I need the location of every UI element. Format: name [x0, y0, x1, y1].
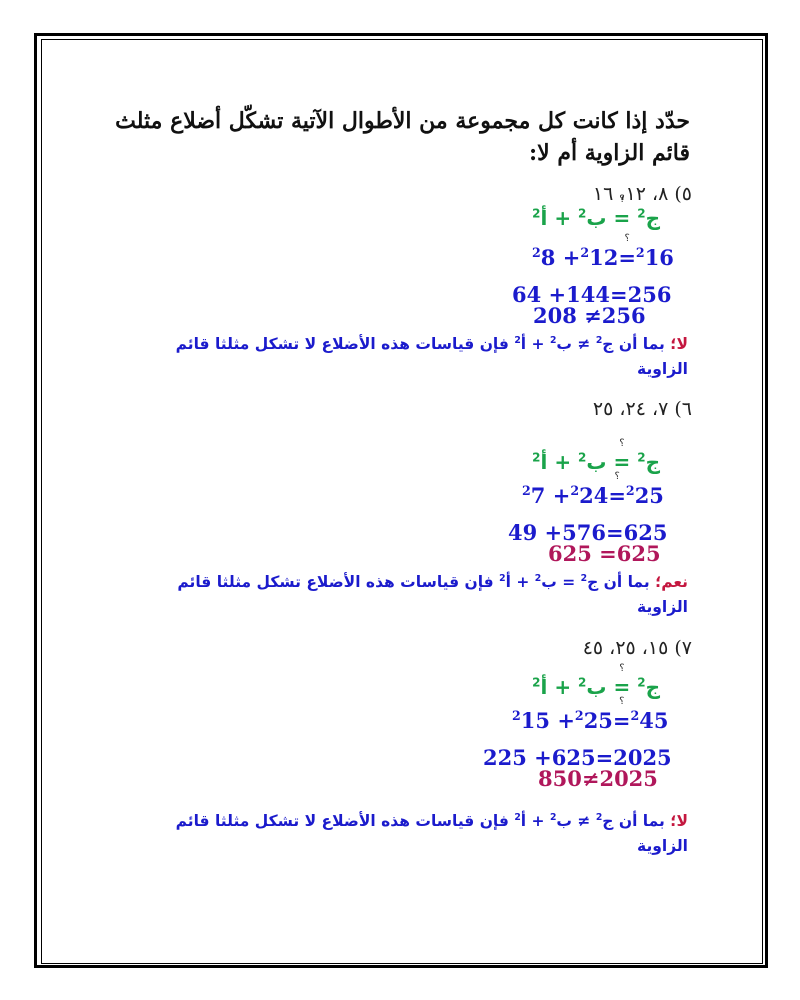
- term-c: 16: [644, 245, 674, 270]
- formula-a: أ: [540, 675, 548, 699]
- exponent: 2: [532, 245, 541, 260]
- result-right: 2025: [599, 766, 658, 791]
- term-c: 45: [639, 708, 669, 733]
- conclusion-text-4: فإن قياسات هذه الأضلاع لا تشكل مثلثا قائم: [175, 335, 509, 354]
- equals-sign: =: [599, 541, 617, 566]
- exponent: 2: [578, 450, 587, 465]
- result-left: 850: [538, 766, 582, 791]
- item-6-conclusion-line2: الزاوية: [637, 598, 688, 616]
- formula-equals: = ؟: [613, 206, 630, 230]
- question-heading-line1: حدّد إذا كانت كل مجموعة من الأطوال الآتية تشكّل أضلاع مثلث: [115, 108, 690, 134]
- item-7-formula: [532, 675, 660, 699]
- exponent: 2: [578, 206, 587, 221]
- exponent: 2: [570, 483, 580, 498]
- item-5-label: ٥) ٨، ١٢، ١٦: [592, 183, 692, 205]
- formula-plus: +: [554, 206, 572, 230]
- conclusion-lead: لا؛: [670, 812, 688, 831]
- exponent: 2: [637, 206, 646, 221]
- conclusion-text-4: فإن قياسات هذه الأضلاع تشكل مثلثا قائم: [177, 573, 494, 592]
- conclusion-text-1: بما أن ج: [587, 573, 650, 592]
- conclusion-lead: نعم؛: [655, 573, 688, 592]
- conclusion-relation: =: [562, 573, 576, 592]
- formula-equals: = ؟: [613, 675, 630, 699]
- exponent: 2: [578, 675, 587, 690]
- item-5-conclusion: [176, 335, 688, 353]
- item-7-conclusion: [176, 812, 688, 830]
- item-7-result: [538, 766, 658, 791]
- exponent: 2: [637, 450, 646, 465]
- question-heading-line2: قائم الزاوية أم لا:: [529, 140, 690, 166]
- value-c-squared: 256: [627, 282, 672, 307]
- conclusion-text-1: بما أن ج: [602, 335, 665, 354]
- formula-equals: = ؟: [613, 450, 630, 474]
- item-5-result: [533, 303, 646, 328]
- exponent: 2: [635, 245, 645, 260]
- result-right: 256: [601, 303, 646, 328]
- term-a: 15: [520, 708, 550, 733]
- exponent: 2: [549, 812, 557, 823]
- term-a: 8: [540, 245, 556, 270]
- exponent: 2: [532, 450, 541, 465]
- conclusion-text-2: ب: [556, 335, 572, 354]
- plus-sign: +: [534, 745, 552, 770]
- exponent: 2: [534, 573, 542, 584]
- item-6-formula: [532, 450, 660, 474]
- equals-sign: =: [595, 745, 614, 770]
- not-equal-sign: ≠: [581, 766, 600, 791]
- not-equal-sign: ≠: [584, 303, 602, 328]
- exponent: 2: [595, 812, 603, 823]
- exponent: 2: [549, 335, 557, 346]
- item-6-substitution: [522, 483, 664, 508]
- conclusion-text-3: أ: [505, 573, 511, 592]
- exponent: 2: [514, 812, 521, 823]
- conclusion-text-3: أ: [520, 335, 527, 354]
- formula-b: ب: [586, 206, 607, 230]
- equals-sign: =: [606, 520, 624, 545]
- formula-c: ج: [645, 450, 660, 474]
- plus-sign: +: [544, 520, 563, 545]
- exponent: 2: [499, 573, 506, 584]
- equals-sign: = ؟: [618, 245, 636, 270]
- exponent: 2: [625, 483, 635, 498]
- exponent: 2: [532, 675, 541, 690]
- exponent: 2: [595, 335, 603, 346]
- term-a: 7: [530, 483, 546, 508]
- exponent: 2: [580, 245, 590, 260]
- conclusion-text-1: بما أن ج: [602, 812, 665, 831]
- conclusion-text-2: ب: [556, 812, 572, 831]
- conclusion-plus: +: [531, 812, 545, 831]
- formula-plus: +: [554, 450, 572, 474]
- formula-b: ب: [586, 450, 607, 474]
- conclusion-text-4: فإن قياسات هذه الأضلاع لا تشكل مثلثا قائم: [175, 812, 509, 831]
- conclusion-lead: لا؛: [670, 335, 688, 354]
- exponent: 2: [580, 573, 588, 584]
- term-c: 25: [634, 483, 664, 508]
- item-6-label: ٦) ٧، ٢٤، ٢٥: [592, 398, 692, 420]
- result-left: 625: [548, 541, 592, 566]
- equals-sign: = ؟: [613, 708, 631, 733]
- conclusion-relation: ≠: [577, 812, 591, 831]
- plus-sign: +: [557, 708, 575, 733]
- formula-c: ج: [645, 206, 660, 230]
- value-c-squared: 2025: [613, 745, 672, 770]
- item-6-result: [548, 541, 661, 566]
- exponent: 2: [522, 483, 531, 498]
- formula-c: ج: [645, 675, 660, 699]
- item-5-conclusion-line2: الزاوية: [637, 360, 688, 378]
- equals-sign: = ؟: [608, 483, 626, 508]
- formula-a: أ: [540, 450, 548, 474]
- exponent: 2: [630, 708, 640, 723]
- plus-sign: +: [562, 245, 581, 270]
- equals-sign: =: [610, 282, 628, 307]
- value-a-squared: 49: [508, 520, 538, 545]
- exponent: 2: [637, 675, 646, 690]
- conclusion-relation: ≠: [577, 335, 591, 354]
- conclusion-text-3: أ: [520, 812, 527, 831]
- value-b-squared: 625: [551, 745, 596, 770]
- result-right: 625: [616, 541, 661, 566]
- conclusion-plus: +: [516, 573, 530, 592]
- value-b-squared: 144: [566, 282, 610, 307]
- exponent: 2: [514, 335, 521, 346]
- value-c-squared: 625: [623, 520, 668, 545]
- conclusion-text-2: ب: [541, 573, 557, 592]
- value-a-squared: 225: [483, 745, 527, 770]
- item-7-label: ٧) ١٥، ٢٥، ٤٥: [582, 637, 692, 659]
- exponent: 2: [574, 708, 584, 723]
- formula-plus: +: [554, 675, 572, 699]
- plus-sign: +: [552, 483, 571, 508]
- value-a-squared: 64: [512, 282, 542, 307]
- exponent: 2: [532, 206, 541, 221]
- formula-a: أ: [540, 206, 548, 230]
- term-b: 25: [583, 708, 613, 733]
- result-left: 208: [533, 303, 577, 328]
- formula-b: ب: [586, 675, 607, 699]
- item-7-substitution: [512, 708, 669, 733]
- item-6-conclusion: [177, 573, 688, 591]
- exponent: 2: [512, 708, 521, 723]
- term-b: 24: [579, 483, 609, 508]
- value-b-squared: 576: [562, 520, 606, 545]
- item-5-formula: [532, 206, 660, 230]
- plus-sign: +: [548, 282, 567, 307]
- item-5-substitution: [532, 245, 674, 270]
- term-b: 12: [589, 245, 619, 270]
- conclusion-plus: +: [531, 335, 545, 354]
- item-7-conclusion-line2: الزاوية: [637, 837, 688, 855]
